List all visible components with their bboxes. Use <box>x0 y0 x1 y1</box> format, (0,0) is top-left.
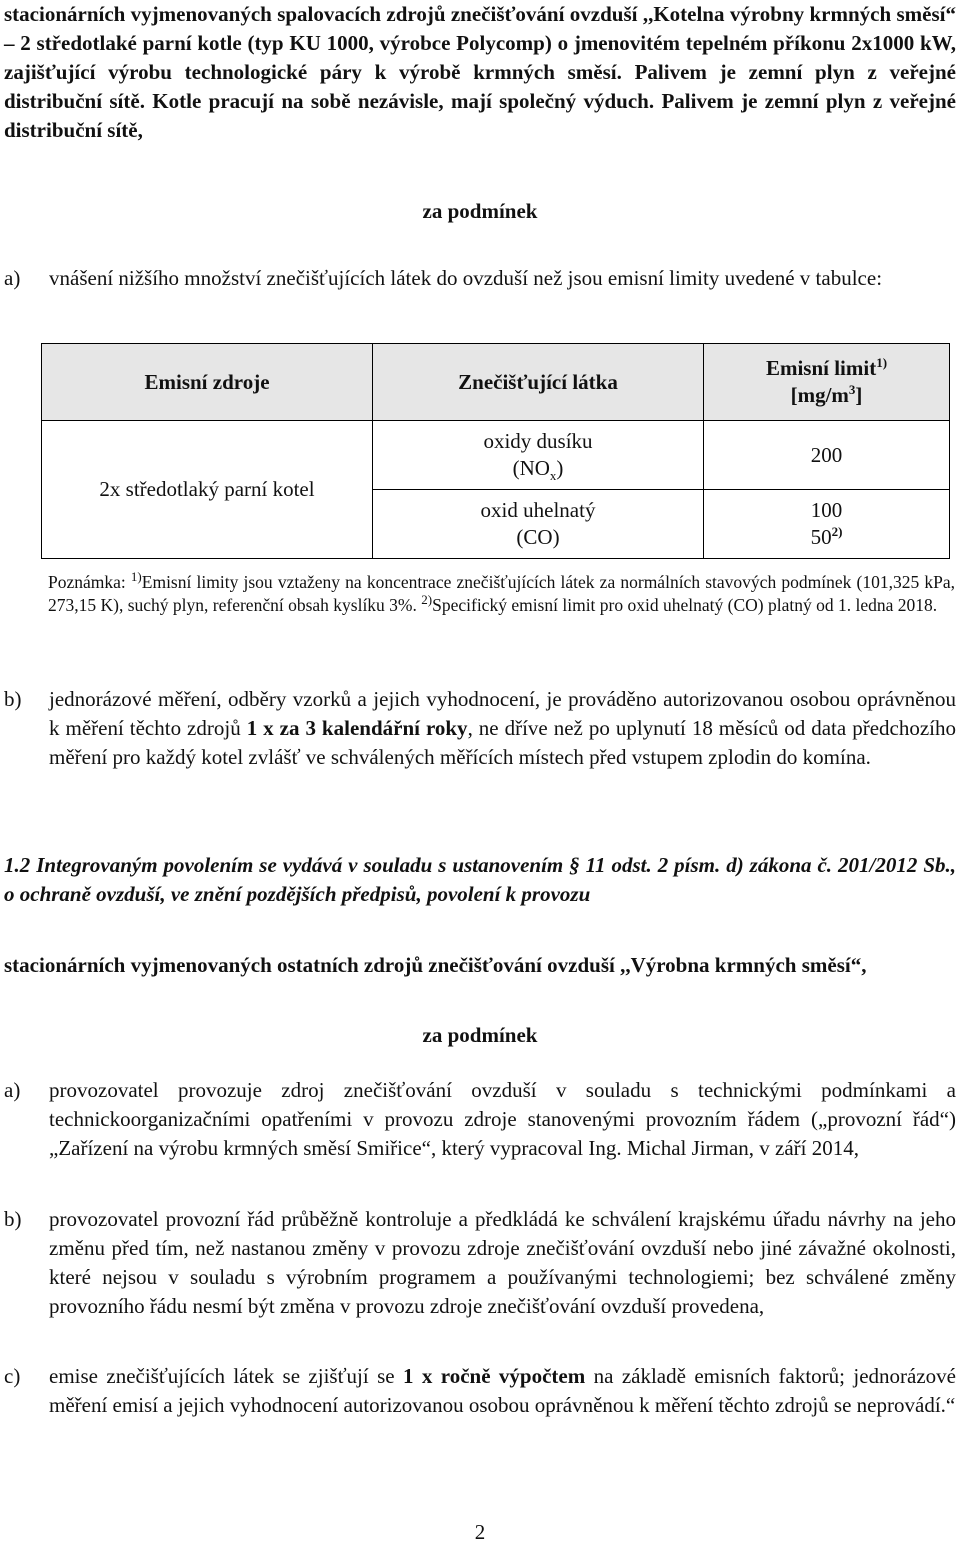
list-label: a) <box>4 1078 21 1102</box>
list-text-bold: 1 x za 3 kalendářní roky <box>246 716 468 740</box>
header-unit-pre: [mg/m <box>790 383 849 407</box>
pollutant-formula: (NO <box>512 456 550 480</box>
note-text-1: Emisní limity jsou vztaženy na koncentrace znečišťujících látek za normálních stavových podmínek (101,325 kPa, 273,15 K), suchý plyn, referenční obsah kyslíku 3%. <box>48 572 955 615</box>
header-source: Emisní zdroje <box>42 344 373 421</box>
header-limit-sup: 1) <box>876 355 888 370</box>
table-header-row <box>42 344 950 421</box>
pollutant-formula: (CO) <box>516 525 560 549</box>
pollutant-name: oxidy dusíku <box>483 429 593 453</box>
table-row <box>42 421 950 490</box>
limit-cell <box>704 490 950 559</box>
note-sup-2: 2) <box>421 592 433 608</box>
header-unit-sup: 3 <box>848 382 856 397</box>
limit-value: 100 <box>810 498 843 522</box>
pollutant-name: oxid uhelnatý <box>480 498 596 522</box>
list-label: c) <box>4 1364 21 1388</box>
intro-fuel-text: Palivem je zemní plyn z veřejné distribuční sítě, <box>4 89 956 142</box>
list-text-bold: 1 x ročně výpočtem <box>403 1364 586 1388</box>
header-limit-text: Emisní limit <box>765 356 877 380</box>
list-label: b) <box>4 1207 22 1231</box>
limit-value-2-sup: 2) <box>831 524 843 539</box>
sources-paragraph: stacionárních vyjmenovaných ostatních zdrojů znečišťování ovzduší ,,Výrobna krmných směsí“, <box>4 953 867 977</box>
list-text-part: na základě emisních faktorů; jednorázové měření emisí a jejich vyhodnocení autorizovanou osobou oprávněnou k měření těchto zdrojů se neprovádí.“ <box>49 1364 957 1417</box>
list-text: provozovatel provozní řád průběžně kontroluje a předkládá ke schválení krajskému úřadu návrhy na jeho změnu před tím, než nastanou změny v provozu zdroje znečišťování ovzduší nebo jiné závažné okolnosti, které nejsou v souladu s výrobním programem a používanými technologiemi; bez schválené změny provozního řádu nesmí být změna v provozu zdroje znečišťování ovzduší provedena, <box>49 1207 956 1318</box>
header-pollutant: Znečišťující látka <box>373 344 704 421</box>
list-item-2a <box>4 1076 956 1163</box>
pollutant-formula-sub: x <box>549 468 557 484</box>
list-text <box>49 1362 956 1420</box>
list-text <box>49 685 956 772</box>
list-item-b <box>4 685 956 772</box>
intro-paragraph <box>4 0 956 145</box>
list-label: a) <box>4 266 21 290</box>
note-sup-1: 1) <box>130 569 142 585</box>
header-unit-post: ] <box>855 383 863 407</box>
list-text-part: emise znečišťujících látek se zjišťují se <box>49 1364 403 1388</box>
table-note <box>48 571 955 617</box>
limit-cell: 200 <box>704 421 950 490</box>
list-text: vnášení nižšího množství znečišťujících látek do ovzduší než jsou emisní limity uvedené v tabulce: <box>49 266 883 290</box>
list-text-part: jednorázové měření, odběry vzorků a jejich vyhodnocení, je prováděno autorizovanou osobou oprávněnou k měření těchto zdrojů <box>49 687 956 740</box>
emission-limits-table <box>41 343 950 559</box>
list-text: provozovatel provozuje zdroj znečišťování ovzduší v souladu s technickými podmínkami a technickoorganizačními opatřeními v provozu zdroje stanovenými provozním řádem („provozní řád“) „Zařízení na výrobu krmných směsí Smiřice“, který vypracoval Ing. Michal Jirman, v září 2014, <box>49 1078 956 1160</box>
condition-heading-1: za podmínek <box>422 199 538 223</box>
list-item-a <box>4 264 956 293</box>
list-label: b) <box>4 687 22 711</box>
pollutant-formula-post: ) <box>556 456 564 480</box>
pollutant-cell <box>373 421 704 490</box>
list-text-part: , ne dříve než po uplynutí 18 měsíců od data předchozího měření pro každý kotel zvlášť ve schválených měřících místech před vstupem zplodin do komína. <box>49 716 956 769</box>
source-cell: 2x středotlaký parní kotel <box>42 421 373 559</box>
header-limit <box>704 344 950 421</box>
page-number: 2 <box>474 1520 486 1544</box>
pollutant-cell <box>373 490 704 559</box>
limit-value-2: 50 <box>810 525 832 549</box>
list-item-2c <box>4 1362 956 1420</box>
intro-bold-text: stacionárních vyjmenovaných spalovacích zdrojů znečišťování ovzduší ,,Kotelna výrobny krmných směsí“ – 2 středotlaké parní kotle (typ KU 1000, výrobce Polycomp) o jmenovitém tepelném příkonu 2x1000 kW, zajišťující výrobu technologické páry k výrobě krmných směsí. Palivem je zemní plyn z veřejné distribuční sítě. Kotle pracují na sobě nezávisle, mají společný výduch. <box>4 2 956 113</box>
note-prefix: Poznámka: <box>48 572 131 592</box>
section-heading-1-2: 1.2 Integrovaným povolením se vydává v souladu s ustanovením § 11 odst. 2 písm. d) zákona č. 201/2012 Sb., o ochraně ovzduší, ve znění pozdějších předpisů, povolení k provozu <box>4 853 956 906</box>
condition-heading-2: za podmínek <box>422 1023 538 1047</box>
list-item-2b <box>4 1205 956 1321</box>
note-text-2: Specifický emisní limit pro oxid uhelnatý (CO) platný od 1. ledna 2018. <box>432 595 938 615</box>
